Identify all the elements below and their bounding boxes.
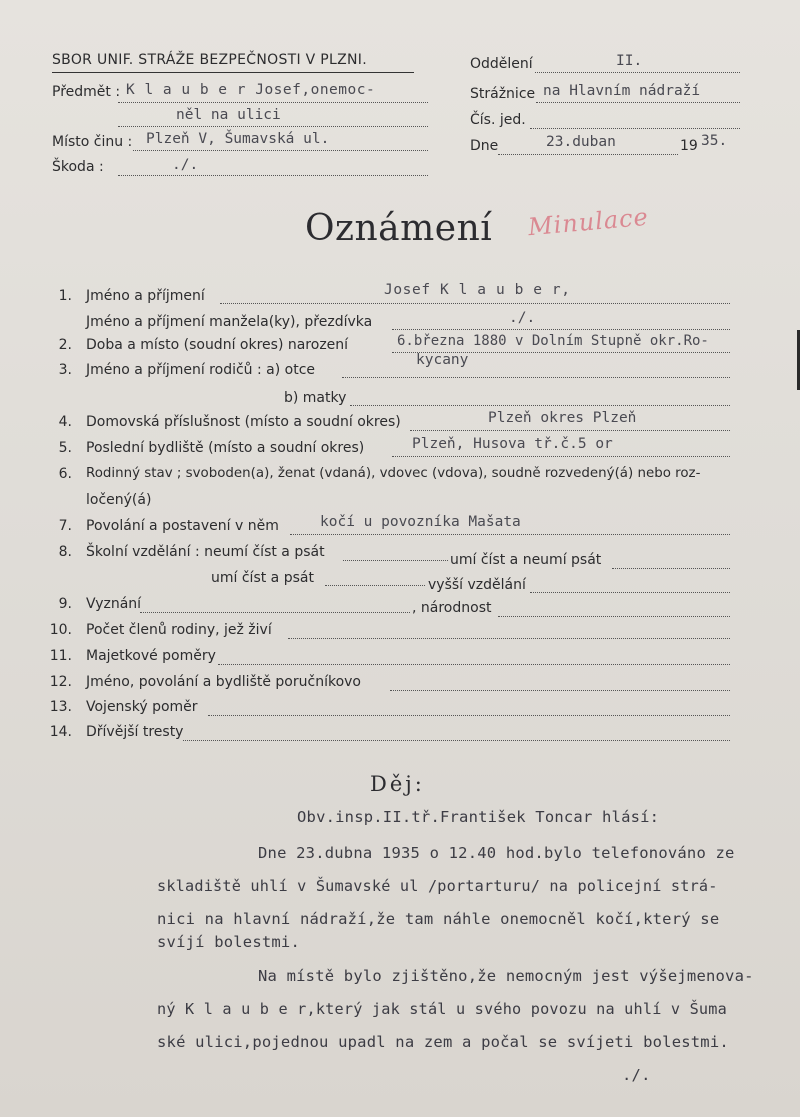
predmet-value-2: něl na ulici xyxy=(176,107,281,123)
cislo-jednaci-label: Čís. jed. xyxy=(470,112,526,128)
item-value-2: 6.března 1880 v Dolním Stupně okr.Ro- xyxy=(397,333,709,349)
year-prefix: 19 xyxy=(680,138,698,154)
predmet-label: Předmět : xyxy=(52,84,121,100)
item-label-9b: , národnost xyxy=(412,600,492,616)
item-dots-3 xyxy=(342,377,730,378)
item-label-8c: umí číst a psát xyxy=(211,570,314,586)
item-value-7: kočí u povozníka Mašata xyxy=(320,514,521,530)
item-number-8: 8. xyxy=(58,544,72,560)
narrative-heading: Děj: xyxy=(370,772,425,796)
item-dots-14 xyxy=(183,740,730,741)
item-number-3: 3. xyxy=(58,362,72,378)
item-label-2: Doba a místo (soudní okres) narození xyxy=(86,337,349,353)
item-label-6b: ločený(á) xyxy=(86,492,152,508)
item-dots-9b xyxy=(498,616,730,617)
item-label-1b: Jméno a příjmení manžela(ky), přezdívka xyxy=(86,314,373,330)
item-value-4: Plzeň okres Plzeň xyxy=(488,410,637,426)
item-dots-10 xyxy=(288,638,730,639)
dne-dots xyxy=(498,154,678,155)
item-label-10: Počet členů rodiny, jež živí xyxy=(86,622,272,638)
item-label-13: Vojenský poměr xyxy=(86,699,198,715)
predmet-dots-1 xyxy=(118,102,428,103)
predmet-value-1: K l a u b e r Josef,onemoc- xyxy=(126,82,376,98)
item-number-12: 12. xyxy=(49,674,72,690)
item-number-9: 9. xyxy=(58,596,72,612)
narrative-line: Obv.insp.II.tř.František Toncar hlásí: xyxy=(297,808,660,826)
narrative-end-mark: ./. xyxy=(622,1066,651,1084)
item-label-8d: vyšší vzdělání xyxy=(428,577,526,593)
skoda-value: ./. xyxy=(172,157,199,173)
item-dots-3b xyxy=(350,405,730,406)
item-label-5: Poslední bydliště (místo a soudní okres) xyxy=(86,440,365,456)
narrative-line: svíjí bolestmi. xyxy=(157,933,300,951)
oddeleni-value: II. xyxy=(616,53,643,69)
item-label-7: Povolání a postavení v něm xyxy=(86,518,279,534)
header-underline xyxy=(52,72,414,73)
organization-name: SBOR UNIF. STRÁŽE BEZPEČNOSTI V PLZNI. xyxy=(52,52,367,68)
narrative-line: nici na hlavní nádraží,že tam náhle onemocněl kočí,který se xyxy=(157,910,720,928)
misto-cinu-value: Plzeň V, Šumavská ul. xyxy=(146,131,330,147)
item-value-1b: ./. xyxy=(509,310,536,326)
item-dots-8c xyxy=(325,585,425,586)
red-handwritten-annotation: Minulace xyxy=(527,202,650,242)
skoda-label: Škoda : xyxy=(52,159,104,175)
item-number-1: 1. xyxy=(58,288,72,304)
item-label-1: Jméno a příjmení xyxy=(86,288,205,304)
item-label-12: Jméno, povolání a bydliště poručníkovo xyxy=(86,674,361,690)
item-number-2: 2. xyxy=(58,337,72,353)
item-label-3b: b) matky xyxy=(284,390,347,406)
item-dots-9a xyxy=(140,612,410,613)
narrative-line: skladiště uhlí v Šumavské ul /portarturu/ na policejní strá- xyxy=(157,877,718,895)
straznice-value: na Hlavním nádraží xyxy=(543,83,701,99)
item-value-5: Plzeň, Husova tř.č.5 or xyxy=(412,436,613,452)
item-number-11: 11. xyxy=(49,648,72,664)
narrative-line: ný K l a u b e r,který jak stál u svého povozu na uhlí v Šuma xyxy=(157,1000,727,1018)
item-number-5: 5. xyxy=(58,440,72,456)
item-label-11: Majetkové poměry xyxy=(86,648,216,664)
item-dots-1 xyxy=(220,303,730,304)
item-label-6: Rodinný stav ; svoboden(a), ženat (vdaná), vdovec (vdova), soudně rozvedený(á) nebo roz- xyxy=(86,466,701,481)
dne-label: Dne xyxy=(470,138,499,154)
item-label-4: Domovská příslušnost (místo a soudní okres) xyxy=(86,414,401,430)
year-suffix: 35. xyxy=(701,133,728,149)
item-label-3: Jméno a příjmení rodičů : a) otce xyxy=(86,362,316,378)
straznice-dots xyxy=(536,102,740,103)
item-dots-8a xyxy=(343,560,448,561)
item-dots-5 xyxy=(392,456,730,457)
item-dots-7 xyxy=(290,534,730,535)
item-label-9: Vyznání xyxy=(86,596,142,612)
item-dots-12 xyxy=(390,690,730,691)
item-value-1: Josef K l a u b e r, xyxy=(384,282,571,298)
item-dots-4 xyxy=(410,430,730,431)
item-number-4: 4. xyxy=(58,414,72,430)
item-label-8b: umí číst a neumí psát xyxy=(450,552,602,568)
dne-value: 23.duban xyxy=(546,134,616,150)
narrative-line: Dne 23.dubna 1935 o 12.40 hod.bylo telefonováno ze xyxy=(258,844,735,862)
item-number-14: 14. xyxy=(49,724,72,740)
narrative-line: ské ulici,pojednou upadl na zem a počal se svíjeti bolestmi. xyxy=(157,1033,729,1051)
item-number-13: 13. xyxy=(49,699,72,715)
item-label-8: Školní vzdělání : neumí číst a psát xyxy=(86,544,325,560)
oddeleni-dots xyxy=(535,72,740,73)
straznice-label: Strážnice xyxy=(470,86,536,102)
document-title: Oznámení xyxy=(305,208,493,249)
item-label-14: Dřívější tresty xyxy=(86,724,184,740)
item-number-6: 6. xyxy=(58,466,72,482)
item-number-10: 10. xyxy=(49,622,72,638)
item-dots-8b xyxy=(612,568,730,569)
predmet-dots-2 xyxy=(118,126,428,127)
narrative-line: Na místě bylo zjištěno,že nemocným jest výšejmenova- xyxy=(258,967,754,985)
item-dots-11 xyxy=(218,664,730,665)
item-dots-13 xyxy=(208,715,730,716)
oddeleni-label: Oddělení xyxy=(470,56,533,72)
skoda-dots xyxy=(118,175,428,176)
cislo-jednaci-dots xyxy=(530,128,740,129)
misto-cinu-dots xyxy=(133,150,428,151)
misto-cinu-label: Místo činu : xyxy=(52,134,133,150)
item-number-7: 7. xyxy=(58,518,72,534)
item-value-3: kycany xyxy=(416,352,469,368)
item-dots-8d xyxy=(530,592,730,593)
item-dots-1b xyxy=(392,329,730,330)
